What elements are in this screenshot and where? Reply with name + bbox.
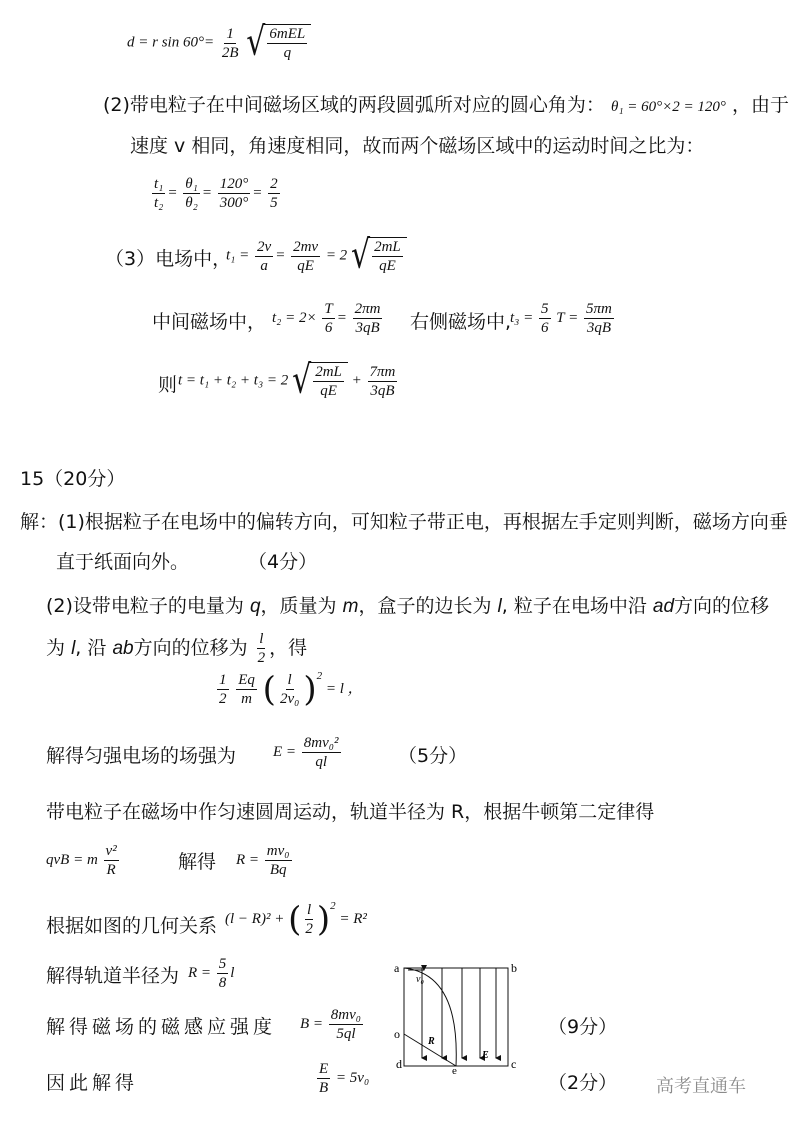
e-label: 解得匀强电场的场强为	[46, 745, 237, 767]
right-label: 右侧磁场中,	[410, 311, 512, 333]
point-o: o	[394, 1027, 400, 1041]
radius-label: 解得轨道半径为	[46, 965, 180, 987]
corner-a: a	[394, 962, 400, 975]
eq-t2: t₂ = 2× $\frac{T}{6}$ = $\frac{2\pi m}{3qB}$	[272, 301, 381, 336]
q15-header: 15（20分）	[20, 468, 126, 490]
label-E: E	[482, 1050, 489, 1061]
eq-R: R = $\frac{\text{mv₀}}{Bq}$	[236, 843, 290, 878]
q15-p1-score: （4分）	[248, 551, 318, 573]
field-box-diagram	[392, 962, 528, 1074]
e-score: （5分）	[398, 745, 468, 767]
label-v0: v₀	[416, 974, 424, 985]
eq-t-total: t = t₁ + t₂ + t₃ = 2 √ $\frac{2mL}{qE}$ + $\frac{7\pi m}{3qB}$	[178, 357, 396, 404]
b-label: 解得磁场的磁感应强度	[46, 1016, 277, 1038]
final-label: 因此解得	[46, 1072, 139, 1094]
watermark: 高考直通车	[656, 1076, 746, 1097]
eq-geo: (l − R)² + ( $\frac{l}{2}$ )$^2$ = R²	[225, 899, 367, 940]
corner-d: d	[396, 1057, 402, 1071]
solve-label: 解得	[178, 851, 217, 873]
eq-B: B = $\frac{\text{8mv₀}}{5ql}$	[300, 1007, 362, 1042]
geo-label: 根据如图的几何关系	[46, 915, 218, 937]
circ-text: 带电粒子在磁场中作匀速圆周运动，轨道半径为 R，根据牛顿第二定律得	[46, 801, 655, 823]
q2-line2: 速度 v 相同，角速度相同，故而两个磁场区域中的运动时间之比为：	[130, 135, 705, 157]
q15-p2-line2: 为 l, 沿 ab方向的位移为 $\frac{l}{2}$ ，得	[46, 631, 308, 666]
eq-ratio: $\frac{\text{t₁}}{\text{t₂}}$ = $\frac{\text{θ₁}}{\text{θ₂}}$ = $\frac{120^\circ}{300^\circ}$ = $\frac{2}{5}$	[154, 176, 278, 211]
q15-p2-line1: (2)设带电粒子的电量为 q，质量为 m，盒子的边长为 l, 粒子在电场中沿 ad方向的位移	[46, 595, 770, 617]
eq-motion: $\frac{1}{2}$ $\frac{Eq}{m}$ ( $\frac{l}{\text{2v₀}}$ )$^2$ = l ，	[219, 669, 363, 710]
q15-p1-line1: 解：(1)根据粒子在电场中的偏转方向，可知粒子带正电，再根据左手定则判断，磁场方向垂	[20, 511, 788, 533]
eq-newton: qvB = m $\frac{\text{v²}}{R}$	[46, 843, 117, 878]
eq-d: d = r sin 60°= $\frac{1}{2B}$ √ $\frac{\text{6mEL}}{q}$	[127, 24, 311, 62]
final-score: （2分）	[548, 1072, 618, 1094]
corner-c: c	[511, 1057, 517, 1071]
trajectory-arc	[404, 968, 456, 1066]
eq-t3: t₃ = $\frac{5}{6}$ T = $\frac{5\pi m}{3qB}$	[510, 301, 612, 336]
q3-label: （3）电场中，	[105, 248, 232, 270]
q15-p1-line2: 直于纸面向外。	[56, 551, 190, 573]
eq-E: E = $\frac{\text{8mv₀²}}{ql}$	[273, 735, 339, 770]
eq-radius: R = $\frac{5}{8}$ l	[188, 956, 235, 991]
point-e: e	[452, 1065, 457, 1074]
corner-b: b	[511, 962, 517, 975]
then-label: 则	[158, 374, 178, 396]
b-score: （9分）	[548, 1016, 618, 1038]
label-R: R	[428, 1036, 435, 1047]
eq-final: $\frac{E}{B}$ = 5v₀	[319, 1061, 370, 1096]
q2-line1: (2)带电粒子在中间磁场区域的两段圆弧所对应的圆心角为： θ₁ = 60°×2 = 120° ，由于	[103, 94, 789, 116]
mid-label: 中间磁场中，	[152, 311, 267, 333]
eq-t1: t₁ = $\frac{2v}{a}$ = $\frac{2mv}{qE}$ = 2 √ $\frac{2mL}{qE}$	[226, 237, 407, 275]
